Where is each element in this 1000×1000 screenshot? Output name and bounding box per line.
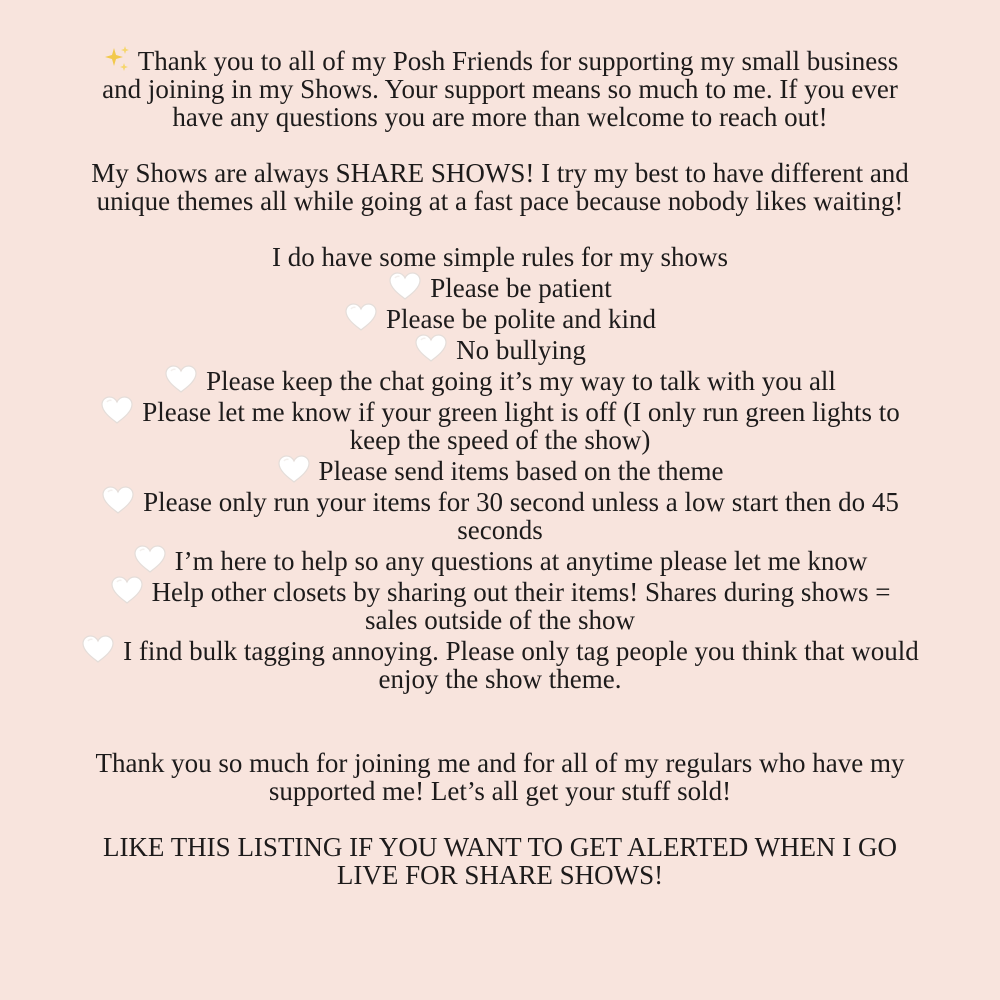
thanks-paragraph: Thank you so much for joining me and for all of my regulars who have my supported me! Let’s all get your stuff sold! (95, 748, 905, 806)
call-to-action: LIKE THIS LISTING IF YOU WANT TO GET ALERTED WHEN I GO LIVE FOR SHARE SHOWS! (102, 832, 898, 890)
intro-paragraph (0, 44, 1000, 131)
white-heart-icon (277, 454, 311, 484)
rule-item (0, 454, 1000, 485)
rule-text: Help other closets by sharing out their items! Shares during shows = sales outside of the show (151, 577, 891, 635)
rule-text: Please only run your items for 30 second unless a low start then do 45 seconds (143, 487, 899, 545)
rule-item (0, 302, 1000, 333)
sparkles-icon (102, 44, 132, 74)
white-heart-icon (110, 575, 144, 605)
rule-text: I’m here to help so any questions at anytime please let me know (174, 546, 868, 576)
rule-text: Please send items based on the theme (318, 456, 724, 486)
white-heart-icon (414, 333, 448, 363)
rule-item (0, 333, 1000, 364)
white-heart-icon (81, 634, 115, 664)
white-heart-icon (101, 485, 135, 515)
rule-item (0, 364, 1000, 395)
white-heart-icon (164, 364, 198, 394)
rule-item (0, 634, 1000, 693)
rule-item (0, 395, 1000, 454)
intro-text: Thank you to all of my Posh Friends for supporting my small business and joining in my Shows. Your support means so much to me. If you ever have any questions you are more than welcome to reach out! (102, 46, 899, 132)
white-heart-icon (344, 302, 378, 332)
white-heart-icon (388, 271, 422, 301)
rule-text: Please be polite and kind (386, 304, 656, 334)
rule-text: Please let me know if your green light is off (I only run green lights to keep the speed of the show) (142, 397, 900, 455)
shows-paragraph: My Shows are always SHARE SHOWS! I try my best to have different and unique themes all while going at a fast pace because nobody likes waiting! (91, 158, 909, 216)
rules-title: I do have some simple rules for my shows (272, 242, 728, 272)
rule-item (0, 485, 1000, 544)
rule-text: Please be patient (430, 273, 612, 303)
rule-item (0, 575, 1000, 634)
white-heart-icon (133, 544, 167, 574)
white-heart-icon (100, 395, 134, 425)
rule-item (0, 544, 1000, 575)
rule-text: I find bulk tagging annoying. Please only tag people you think that would enjoy the show theme. (123, 636, 919, 694)
rule-item (0, 271, 1000, 302)
rules-list (0, 271, 1000, 693)
rule-text: Please keep the chat going it’s my way to talk with you all (206, 366, 836, 396)
rule-text: No bullying (456, 335, 586, 365)
